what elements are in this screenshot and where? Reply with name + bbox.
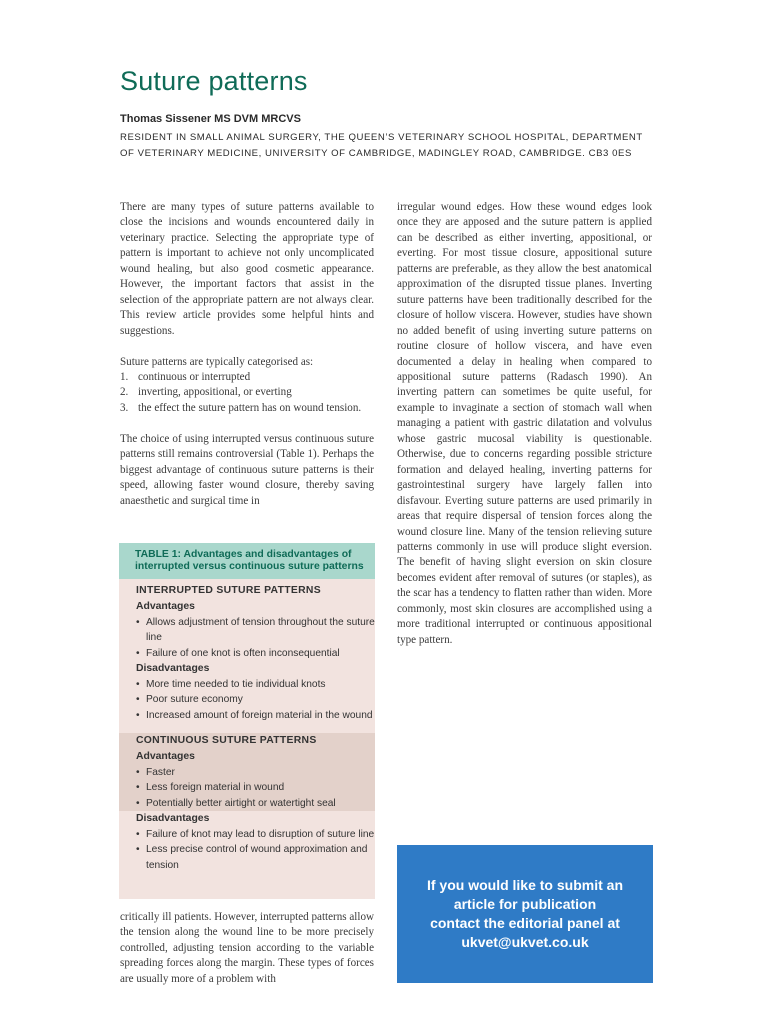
intro-paragraph: There are many types of suture patterns available to close the incisions and wounds encountered daily in veterinary practice. Selecting the appropriate type of pattern is important to achieve not only uncomplicated wound healing, but also good cosmetic appearance. However, the important factors that assist in the selection of the appropriate pattern are not always clear. This review article provides some helpful hints and suggestions. <box>120 201 374 337</box>
categories-intro: Suture patterns are typically categorised as: <box>120 355 314 368</box>
column-right <box>397 200 652 648</box>
promo-line: If you would like to submit an <box>426 877 623 893</box>
table-bullet-item <box>136 780 375 796</box>
bullet-text: Allows adjustment of tension throughout the suture line <box>146 616 375 643</box>
bullet-icon: • <box>136 844 140 855</box>
list-item <box>120 385 374 400</box>
table-bullet-item <box>136 615 375 646</box>
choice-paragraph: The choice of using interrupted versus continuous suture patterns still remains controversial (Table 1). Perhaps the biggest advantage of continuous suture patterns is their speed, allowing faster wound closure, thereby saving anaesthetic and surgical time in <box>120 432 374 507</box>
bullet-icon: • <box>136 709 140 721</box>
continuous-section <box>119 733 375 811</box>
wound-edges-paragraph: irregular wound edges. How these wound edges look once they are apposed and the suture pattern is applied can be described as either inverting, appositional, or everting. For most tissue closure, appositional suture patterns are preferable, as they allow the best anatomical approximation of the disrupted tissue planes. Inverting suture patterns have been traditionally described for the closure of hollow viscera. However, studies have shown no added benefit of using inverting suture patterns on routine closure of hollow viscera, and have even documented a delay in healing when compared to appositional suture patterns (Radasch 1990). An inverting pattern can sometimes be quite useful, for example to invaginate a section of stomach wall when managing a patient with gastric dilatation and volvulus whose gastric mucosal viability is questionable. Otherwise, due to concerns regarding possible stricture formation and delayed healing, inverting patterns for gastrointestinal surgery have largely fallen into disfavour. Everting suture patterns are used primarily in areas that require dispersal of tension forces along the wound closure line. Many of the tension relieving suture patterns commonly in use will produce slight eversion. The benefit of having slight eversion on skin closure becomes evident after removal of sutures (or staples), as the scar has a tendency to flatten rather than widen. More commonly, most skin closures are accomplished using a more traditional interrupted or continuous appositional type pattern. <box>397 201 652 646</box>
bullet-icon: • <box>136 694 140 705</box>
bullet-icon: • <box>136 766 140 778</box>
table-bullet-item <box>136 708 375 724</box>
bullet-text: More time needed to tie individual knots <box>146 678 326 690</box>
bullet-text: Failure of one knot is often inconsequential <box>146 647 340 659</box>
continuous-disadvantages-section <box>119 811 375 873</box>
bullet-text: Potentially better airtight or watertight seal <box>146 797 336 809</box>
interrupted-heading: INTERRUPTED SUTURE PATTERNS <box>136 585 321 596</box>
promo-line: article for publication <box>453 896 597 912</box>
promo-email-link[interactable]: ukvet@ukvet.co.uk <box>461 934 589 950</box>
bullet-icon: • <box>136 797 140 809</box>
column-left-top <box>120 200 374 509</box>
bullet-text: Less precise control of wound approximation and tension <box>146 844 368 871</box>
list-item <box>120 370 374 385</box>
list-text: continuous or interrupted <box>138 370 251 383</box>
table-bullet-item <box>136 765 375 781</box>
bullet-icon: • <box>136 782 140 793</box>
bullet-text: Failure of knot may lead to disruption of suture line <box>146 828 375 840</box>
bullet-text: Less foreign material in wound <box>146 782 285 793</box>
bullet-text: Increased amount of foreign material in the wound <box>146 709 373 721</box>
continuous-heading: CONTINUOUS SUTURE PATTERNS <box>136 735 317 746</box>
table-bullet-item <box>136 827 375 843</box>
table-title <box>119 543 375 579</box>
bullet-icon: • <box>136 678 140 690</box>
column-left-bottom <box>120 910 374 987</box>
submission-promo-box <box>397 845 653 983</box>
bullet-icon: • <box>136 828 140 840</box>
list-number: 2. <box>120 386 129 399</box>
continuation-paragraph: critically ill patients. However, interrupted patterns allow the tension along the wound line to be more precisely controlled, adjusting tension according to the variable spreading forces along the margin. These types of forces are usually more of a problem with <box>120 911 375 985</box>
table-bullet-item <box>136 677 375 693</box>
bullet-text: Faster <box>146 766 175 778</box>
promo-line: contact the editorial panel at <box>430 915 620 931</box>
table-title-line: TABLE 1: Advantages and disadvantages of <box>135 549 352 560</box>
list-item <box>120 401 374 416</box>
author-name: Thomas Sissener MS DVM MRCVS <box>120 113 301 125</box>
table-bullet-item <box>136 692 375 708</box>
list-text: the effect the suture pattern has on wound tension. <box>138 401 362 414</box>
table-title-line: interrupted versus continuous suture patterns <box>135 561 364 572</box>
advantages-label: Advantages <box>136 751 195 762</box>
interrupted-section <box>119 579 375 733</box>
author-affiliation: RESIDENT IN SMALL ANIMAL SURGERY, THE QUEEN’S VETERINARY SCHOOL HOSPITAL, DEPARTMENT OF VETERINARY MEDICINE, UNIVERSITY OF CAMBRIDGE, MADINGLEY ROAD, CAMBRIDGE. CB3 0ES <box>120 132 643 159</box>
article-title: Suture patterns <box>120 66 308 96</box>
bullet-text: Poor suture economy <box>146 694 243 705</box>
disadvantages-label: Disadvantages <box>136 813 210 824</box>
list-number: 1. <box>120 370 129 383</box>
disadvantages-label: Disadvantages <box>136 663 210 674</box>
advantages-label: Advantages <box>136 601 195 612</box>
table-bullet-item <box>136 842 375 873</box>
table-bullet-item <box>136 796 375 812</box>
bullet-icon: • <box>136 647 140 659</box>
suture-table <box>119 543 375 899</box>
list-text: inverting, appositional, or everting <box>138 386 292 399</box>
list-number: 3. <box>120 401 129 414</box>
table-bullet-item <box>136 646 375 662</box>
bullet-icon: • <box>136 616 140 628</box>
